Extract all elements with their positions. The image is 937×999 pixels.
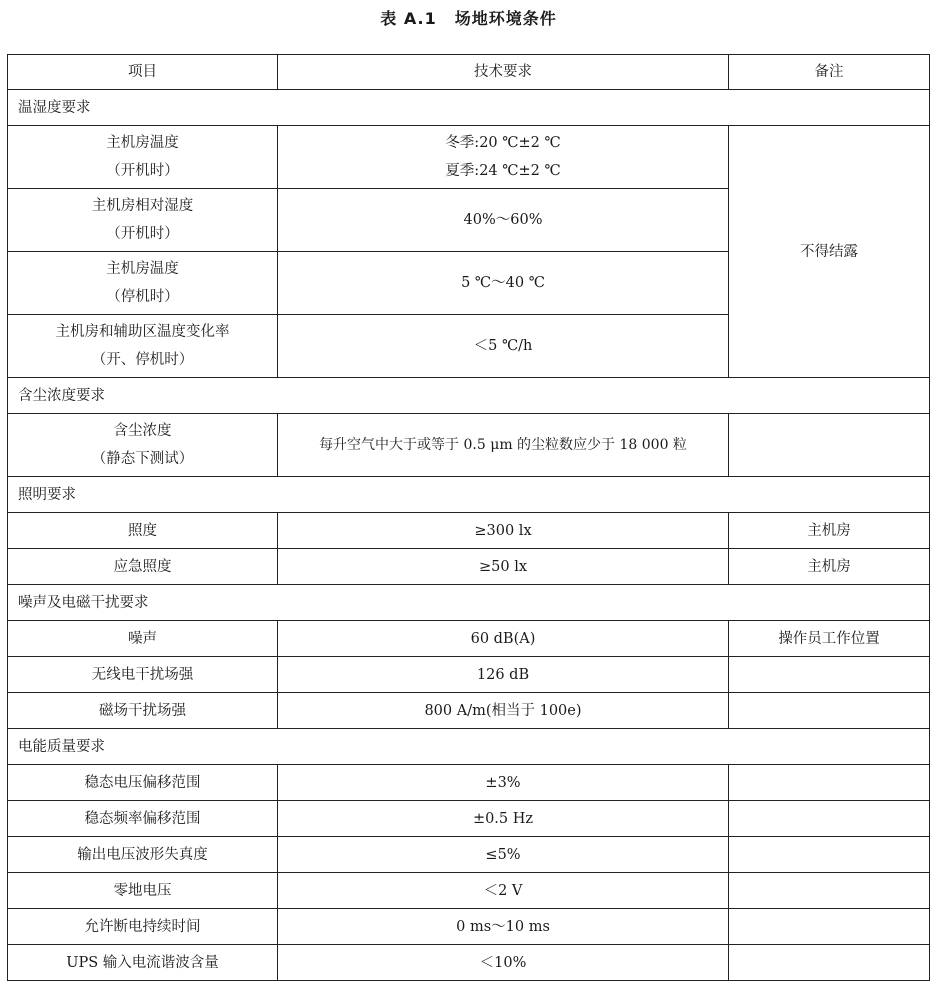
item-line: 主机房相对湿度	[91, 198, 194, 214]
requirement-cell: 40%～60%	[278, 189, 729, 252]
item-cell: 磁场干扰场强	[8, 693, 278, 729]
table-row	[8, 657, 930, 693]
requirement-cell: 每升空气中大于或等于 0.5 μm 的尘粒数应少于 18 000 粒	[278, 414, 729, 477]
item-line: 主机房温度	[106, 261, 179, 277]
header-note: 备注	[729, 55, 930, 90]
item-cell: 输出电压波形失真度	[8, 837, 278, 873]
item-line: 主机房和辅助区温度变化率	[55, 324, 230, 340]
requirement-cell: 60 dB(A)	[278, 621, 729, 657]
item-cell: 无线电干扰场强	[8, 657, 278, 693]
section-row	[8, 90, 930, 126]
section-power-quality: 电能质量要求	[8, 729, 930, 765]
table-row	[8, 414, 930, 477]
item-cell	[8, 252, 278, 315]
note-cell	[729, 801, 930, 837]
site-environment-table	[7, 54, 930, 981]
note-cell: 操作员工作位置	[729, 621, 930, 657]
requirement-cell: ≥50 lx	[278, 549, 729, 585]
note-cell	[729, 945, 930, 981]
requirement-cell: 0 ms～10 ms	[278, 909, 729, 945]
item-cell: UPS 输入电流谐波含量	[8, 945, 278, 981]
table-row	[8, 765, 930, 801]
item-line: （开机时）	[106, 163, 179, 179]
item-line: （开机时）	[106, 226, 179, 242]
note-cell	[729, 414, 930, 477]
requirement-cell: ＜5 ℃/h	[278, 315, 729, 378]
item-cell: 零地电压	[8, 873, 278, 909]
table-row	[8, 909, 930, 945]
item-line: （停机时）	[106, 289, 179, 305]
requirement-cell: 800 A/m(相当于 100e)	[278, 693, 729, 729]
item-cell	[8, 126, 278, 189]
requirement-cell: ±0.5 Hz	[278, 801, 729, 837]
table-row	[8, 513, 930, 549]
requirement-cell: ＜10%	[278, 945, 729, 981]
item-cell: 照度	[8, 513, 278, 549]
item-line: 含尘浓度	[113, 423, 172, 439]
note-cell-merged: 不得结露	[729, 126, 930, 378]
table-number: 表 A.1	[380, 9, 437, 28]
note-cell: 主机房	[729, 513, 930, 549]
note-cell: 主机房	[729, 549, 930, 585]
requirement-cell: ＜2 V	[278, 873, 729, 909]
item-line: 主机房温度	[106, 135, 179, 151]
section-dust: 含尘浓度要求	[8, 378, 930, 414]
note-cell	[729, 873, 930, 909]
table-caption	[0, 6, 937, 29]
section-lighting: 照明要求	[8, 477, 930, 513]
item-cell: 稳态电压偏移范围	[8, 765, 278, 801]
section-noise-emi: 噪声及电磁干扰要求	[8, 585, 930, 621]
item-line: （静态下测试）	[91, 451, 194, 467]
requirement-cell: ≥300 lx	[278, 513, 729, 549]
note-cell	[729, 765, 930, 801]
header-requirement: 技术要求	[278, 55, 729, 90]
requirement-line: 冬季:20 ℃±2 ℃	[445, 135, 561, 151]
header-item: 项目	[8, 55, 278, 90]
item-cell: 噪声	[8, 621, 278, 657]
note-cell	[729, 837, 930, 873]
section-temperature-humidity: 温湿度要求	[8, 90, 930, 126]
table-row	[8, 945, 930, 981]
table-row	[8, 873, 930, 909]
requirement-cell	[278, 126, 729, 189]
item-cell: 稳态频率偏移范围	[8, 801, 278, 837]
item-cell: 允许断电持续时间	[8, 909, 278, 945]
item-cell	[8, 315, 278, 378]
requirement-cell: 126 dB	[278, 657, 729, 693]
requirement-line: 夏季:24 ℃±2 ℃	[445, 163, 561, 179]
table-row	[8, 837, 930, 873]
section-row	[8, 378, 930, 414]
table-row	[8, 693, 930, 729]
table-row	[8, 549, 930, 585]
requirement-cell: ±3%	[278, 765, 729, 801]
table-row	[8, 801, 930, 837]
header-row	[8, 55, 930, 90]
requirement-cell: 5 ℃～40 ℃	[278, 252, 729, 315]
item-cell	[8, 189, 278, 252]
section-row	[8, 477, 930, 513]
section-row	[8, 585, 930, 621]
item-cell: 应急照度	[8, 549, 278, 585]
table-title: 场地环境条件	[454, 9, 557, 28]
note-cell	[729, 909, 930, 945]
item-cell	[8, 414, 278, 477]
item-line: （开、停机时）	[91, 352, 194, 368]
table-row	[8, 126, 930, 189]
section-row	[8, 729, 930, 765]
note-cell	[729, 657, 930, 693]
requirement-cell: ≤5%	[278, 837, 729, 873]
table-row	[8, 621, 930, 657]
note-cell	[729, 693, 930, 729]
